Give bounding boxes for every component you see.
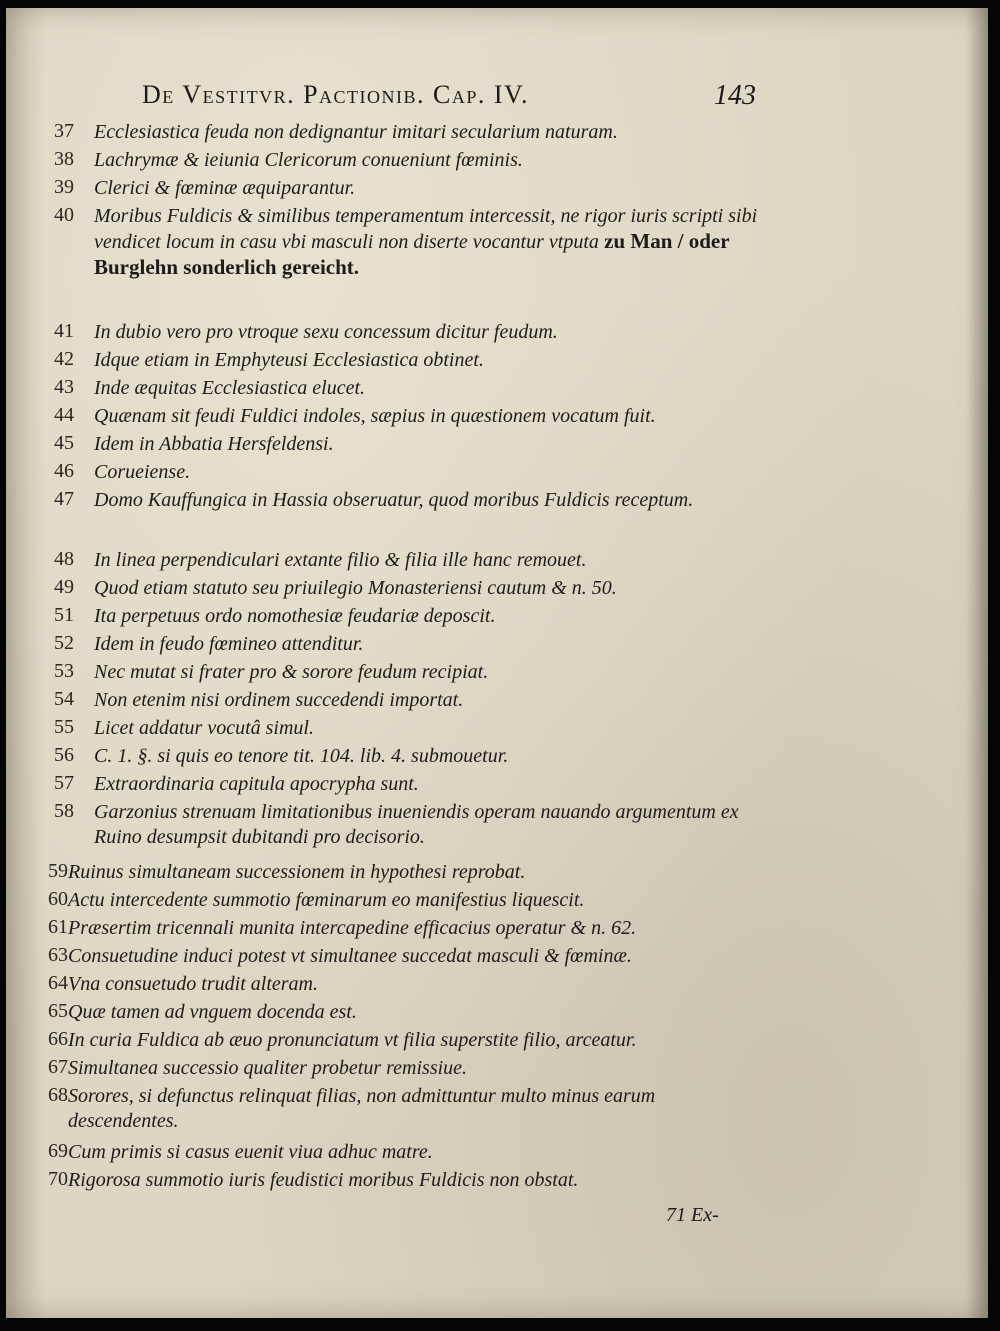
entry-number: 55 xyxy=(54,716,74,738)
entry-number: 37 xyxy=(54,120,74,142)
entry-text xyxy=(68,1056,738,1081)
entry-text xyxy=(94,120,764,145)
entry-text-latin: Licet addatur vocutâ simul. xyxy=(94,717,314,739)
entry-text-latin: Quæ tamen ad vnguem docenda est. xyxy=(68,1001,357,1023)
entry-text xyxy=(68,860,738,885)
entry-text-latin: Actu intercedente summotio fœminarum eo manifestius liquescit. xyxy=(68,889,585,911)
entry-number: 69 xyxy=(48,1140,68,1162)
entry-text xyxy=(68,1000,738,1025)
entry-number: 54 xyxy=(54,688,74,710)
page-number: 143 xyxy=(714,80,756,111)
entry-text xyxy=(94,404,764,429)
entry-text xyxy=(94,772,764,797)
entry-number: 67 xyxy=(48,1056,68,1078)
entry-number: 44 xyxy=(54,404,74,426)
entry-text-latin: Inde æquitas Ecclesiastica elucet. xyxy=(94,377,366,399)
entry-text-latin: C. 1. §. si quis eo tenore tit. 104. lib. 4. submouetur. xyxy=(94,745,509,767)
entry-text-latin: Idem in feudo fœmineo attenditur. xyxy=(94,633,364,655)
entry-number: 52 xyxy=(54,632,74,654)
page-edge-shadow xyxy=(966,8,988,1318)
entry-text xyxy=(94,716,764,741)
entry-text xyxy=(68,1168,738,1193)
entry-text xyxy=(94,548,764,573)
entry-text-latin: Clerici & fœminæ æquiparantur. xyxy=(94,177,356,199)
entry-text-latin: Simultanea successio qualiter probetur remissiue. xyxy=(68,1057,468,1079)
entry-number: 38 xyxy=(54,148,74,170)
entry-number: 68 xyxy=(48,1084,68,1106)
entry-number: 58 xyxy=(54,800,74,822)
entry-text-latin: In curia Fuldica ab æuo pronunciatum vt filia superstite filio, arceatur. xyxy=(68,1029,637,1051)
entry-number: 49 xyxy=(54,576,74,598)
entry-text-latin: Garzonius strenuam limitationibus inueniendis operam nauando argumentum ex Ruino desumpsit dubitandi pro decisorio. xyxy=(94,801,739,848)
entry-number: 56 xyxy=(54,744,74,766)
entry-number: 42 xyxy=(54,348,74,370)
entry-text xyxy=(94,604,764,629)
entry-text-latin: Corueiense. xyxy=(94,461,191,483)
entry-text-latin: Cum primis si casus euenit viua adhuc matre. xyxy=(68,1141,433,1163)
entry-text-latin: Ruinus simultaneam successionem in hypothesi reprobat. xyxy=(68,861,526,883)
entry-text-latin: Consuetudine induci potest vt simultanee succedat masculi & fœminæ. xyxy=(68,945,632,967)
entry-text xyxy=(94,460,764,485)
entry-number: 70 xyxy=(48,1168,68,1190)
entry-text xyxy=(94,204,764,281)
entry-text xyxy=(68,972,738,997)
entry-text-latin: Lachrymæ & ieiunia Clericorum conueniunt fœminis. xyxy=(94,149,523,171)
entry-text xyxy=(94,632,764,657)
entry-text-latin: Ecclesiastica feuda non dedignantur imitari secularium naturam. xyxy=(94,121,618,143)
entry-number: 46 xyxy=(54,460,74,482)
entry-text xyxy=(94,320,764,345)
entry-number: 41 xyxy=(54,320,74,342)
entry-number: 64 xyxy=(48,972,68,994)
entry-text xyxy=(94,432,764,457)
entry-text xyxy=(68,1084,738,1134)
entry-text-latin: Vna consuetudo trudit alteram. xyxy=(68,973,318,995)
entry-number: 40 xyxy=(54,204,74,226)
entry-text xyxy=(94,348,764,373)
entry-text-latin: Non etenim nisi ordinem succedendi importat. xyxy=(94,689,464,711)
entry-text-latin: Præsertim tricennali munita intercapedine efficacius operatur & n. 62. xyxy=(68,917,637,939)
entry-text-latin: Sorores, si defunctus relinquat filias, non admittuntur multo minus earum descendentes. xyxy=(68,1085,656,1132)
entry-number: 45 xyxy=(54,432,74,454)
entry-text-latin: Moribus Fuldicis & similibus temperamentum intercessit, ne rigor iuris scripti sibi vendicet locum in casu vbi masculi non diserte vocantur vtputa xyxy=(94,205,758,253)
entry-text-latin: In dubio vero pro vtroque sexu concessum dicitur feudum. xyxy=(94,321,558,343)
entry-text xyxy=(94,744,764,769)
entry-number: 60 xyxy=(48,888,68,910)
entry-text xyxy=(94,148,764,173)
entry-text xyxy=(94,376,764,401)
running-title: De Vestitvr. Pactionib. Cap. IV. xyxy=(142,80,529,109)
entry-number: 39 xyxy=(54,176,74,198)
entry-number: 65 xyxy=(48,1000,68,1022)
entry-text-latin: Idem in Abbatia Hersfeldensi. xyxy=(94,433,334,455)
entry-text xyxy=(94,176,764,201)
entry-number: 59 xyxy=(48,860,68,882)
entry-text-latin: Idque etiam in Emphyteusi Ecclesiastica obtinet. xyxy=(94,349,484,371)
entry-text-latin: Quod etiam statuto seu priuilegio Monasteriensi cautum & n. 50. xyxy=(94,577,617,599)
entry-number: 51 xyxy=(54,604,74,626)
entry-text-latin: Extraordinaria capitula apocrypha sunt. xyxy=(94,773,419,795)
entry-text-latin: Ita perpetuus ordo nomothesiæ feudariæ deposcit. xyxy=(94,605,496,627)
entry-number: 48 xyxy=(54,548,74,570)
entry-text xyxy=(68,1028,738,1053)
entry-text xyxy=(94,688,764,713)
entry-text xyxy=(94,800,764,850)
entry-number: 61 xyxy=(48,916,68,938)
entry-text-latin: Domo Kauffungica in Hassia obseruatur, quod moribus Fuldicis receptum. xyxy=(94,489,694,511)
entry-text-latin: Nec mutat si frater pro & sorore feudum recipiat. xyxy=(94,661,489,683)
entry-number: 57 xyxy=(54,772,74,794)
entry-number: 53 xyxy=(54,660,74,682)
entry-text xyxy=(68,944,738,969)
entry-text xyxy=(68,888,738,913)
entry-text-latin: Rigorosa summotio iuris feudistici moribus Fuldicis non obstat. xyxy=(68,1169,579,1191)
entry-text-latin: In linea perpendiculari extante filio & filia ille hanc remouet. xyxy=(94,549,587,571)
entry-text xyxy=(68,916,738,941)
book-page xyxy=(6,8,988,1318)
entry-text xyxy=(68,1140,738,1165)
entry-text-latin: Quænam sit feudi Fuldici indoles, sæpius in quæstionem vocatum fuit. xyxy=(94,405,656,427)
catchword: 71 Ex- xyxy=(666,1204,719,1226)
entry-text xyxy=(94,488,764,513)
entry-text xyxy=(94,576,764,601)
entry-text-german: zu Man / oder Burglehn sonderlich gereicht. xyxy=(94,229,730,279)
entry-number: 47 xyxy=(54,488,74,510)
entry-text xyxy=(94,660,764,685)
entry-number: 63 xyxy=(48,944,68,966)
entry-number: 66 xyxy=(48,1028,68,1050)
entry-number: 43 xyxy=(54,376,74,398)
